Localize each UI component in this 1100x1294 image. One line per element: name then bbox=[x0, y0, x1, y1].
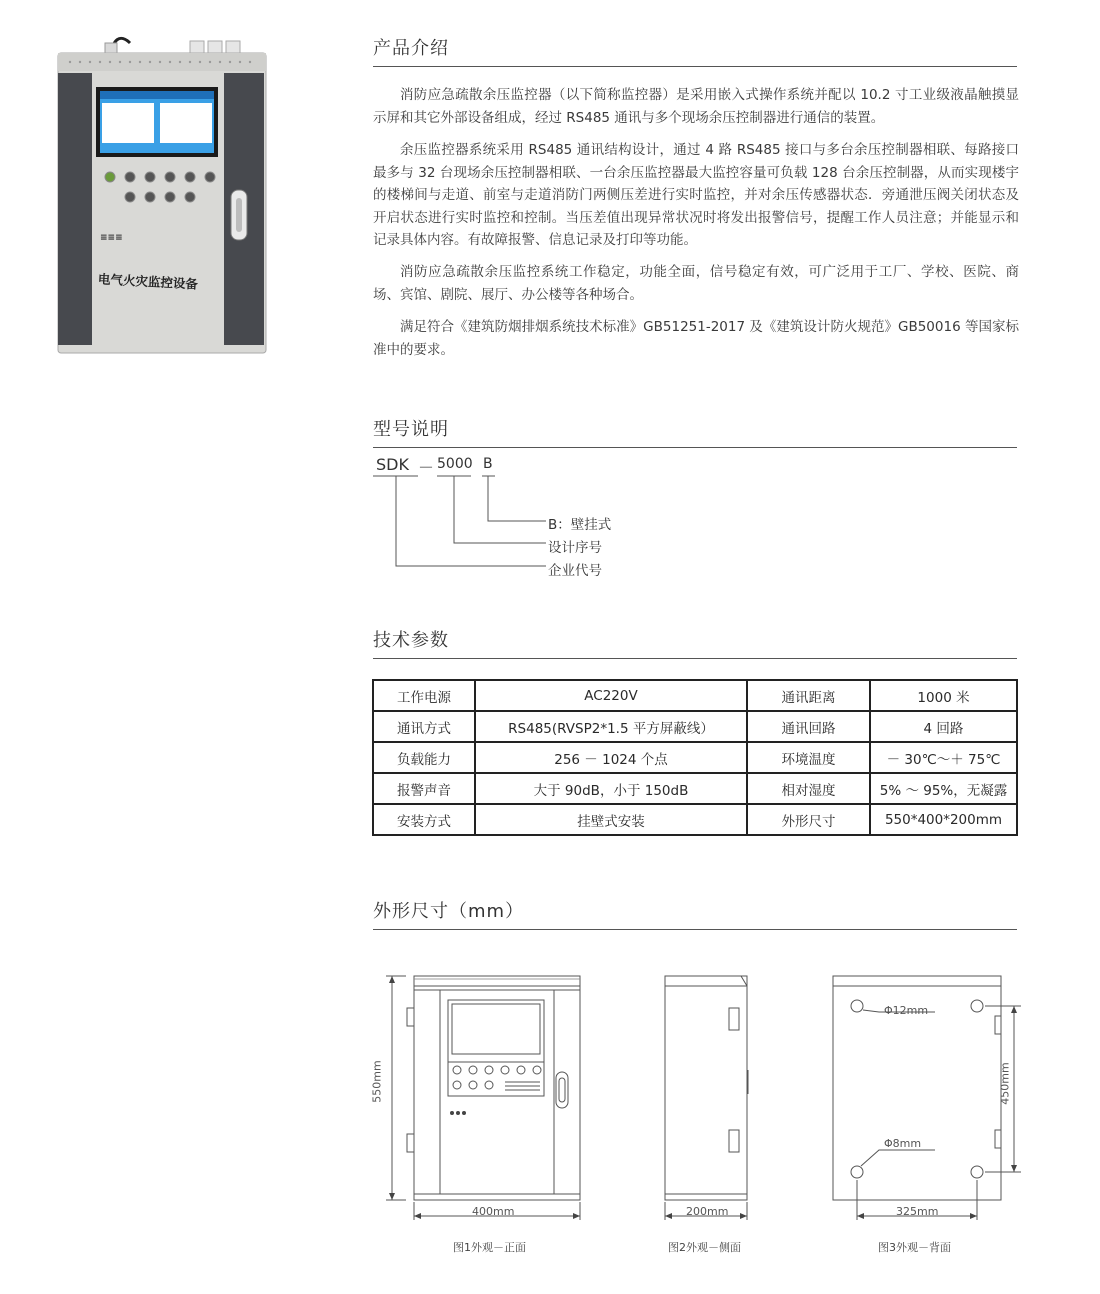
spec-key: 通讯回路 bbox=[747, 711, 870, 742]
intro-paragraph-3: 消防应急疏散余压监控系统工作稳定，功能全面，信号稳定有效，可广泛用于工厂、学校、医院、商场、宾馆、剧院、展厅、办公楼等各种场合。 bbox=[373, 264, 1019, 303]
model-code-number: 5000 bbox=[437, 456, 473, 472]
spec-value: 256 － 1024 个点 bbox=[475, 742, 747, 773]
caption-front: 图1外观－正面 bbox=[453, 1241, 526, 1254]
spec-table bbox=[372, 679, 1018, 836]
device-photo bbox=[50, 25, 270, 355]
intro-paragraph-1: 消防应急疏散余压监控器（以下简称监控器）是采用嵌入式操作系统并配以 10.2 寸工业级液晶触摸显示屏和其它外部设备组成，经过 RS485 通讯与多个现场余压控制器进行通信的装置。 bbox=[373, 87, 1019, 126]
spec-key: 安装方式 bbox=[373, 804, 475, 835]
spec-key: 报警声音 bbox=[373, 773, 475, 804]
front-height-label: 550mm bbox=[370, 1060, 384, 1103]
spec-key: 外形尺寸 bbox=[747, 804, 870, 835]
table-row bbox=[373, 680, 1017, 711]
front-width-label: 400mm bbox=[472, 1205, 515, 1218]
intro-paragraph-4: 满足符合《建筑防烟排烟系统技术标准》GB51251-2017 及《建筑设计防火规范》GB50016 等国家标准中的要求。 bbox=[373, 319, 1019, 358]
spec-value: － 30℃～＋ 75℃ bbox=[870, 742, 1017, 773]
spec-value: RS485(RVSP2*1.5 平方屏蔽线） bbox=[475, 711, 747, 742]
spec-key: 工作电源 bbox=[373, 680, 475, 711]
spec-value: 4 回路 bbox=[870, 711, 1017, 742]
model-label-type: B：壁挂式 bbox=[548, 517, 612, 533]
spec-key: 环境温度 bbox=[747, 742, 870, 773]
model-rule bbox=[373, 447, 1017, 448]
spec-value: 挂壁式安装 bbox=[475, 804, 747, 835]
front-view-drawing bbox=[370, 970, 590, 1225]
spec-value: 1000 米 bbox=[870, 680, 1017, 711]
spec-value: AC220V bbox=[475, 680, 747, 711]
dimensions-rule bbox=[373, 929, 1017, 930]
model-code-prefix: SDK bbox=[376, 455, 409, 474]
model-bracket-lines bbox=[370, 470, 570, 580]
side-width-label: 200mm bbox=[686, 1205, 729, 1218]
side-view-drawing bbox=[655, 970, 765, 1225]
model-title: 型号说明 bbox=[373, 419, 449, 440]
intro-title: 产品介绍 bbox=[373, 38, 449, 59]
intro-paragraph-2: 余压监控器系统采用 RS485 通讯结构设计，通过 4 路 RS485 接口与多台余压控制器相联、每路接口最多与 32 台现场余压控制器相联、一台余压监控器最大监控容量可负载 128 台余压控制器，从而实现楼宇的楼梯间与走道、前室与走道消防门两侧压差进行实时监控，并对余压传感器状态．旁通泄压阀关闭状态及开启状态进行实时监控和控制。当压差值出现异常状况时将发出报警信号，提醒工作人员注意；并能显示和记录具体内容。有故障报警、信息记录及打印等功能。 bbox=[373, 142, 1019, 248]
caption-side: 图2外观－侧面 bbox=[668, 1241, 741, 1254]
specs-rule bbox=[373, 658, 1017, 659]
spec-key: 相对湿度 bbox=[747, 773, 870, 804]
hole-large-label: Φ12mm bbox=[884, 1004, 929, 1017]
table-row bbox=[373, 711, 1017, 742]
spec-value: 大于 90dB，小于 150dB bbox=[475, 773, 747, 804]
dimensions-title: 外形尺寸（mm） bbox=[373, 901, 525, 922]
back-height-label: 450mm bbox=[998, 1062, 1012, 1105]
table-row bbox=[373, 773, 1017, 804]
hole-small-label: Φ8mm bbox=[884, 1137, 922, 1150]
model-label-company: 企业代号 bbox=[548, 563, 602, 579]
svg-text:≡≡≡: ≡≡≡ bbox=[100, 233, 123, 243]
model-code-dash: － bbox=[418, 458, 435, 477]
spec-key: 负载能力 bbox=[373, 742, 475, 773]
spec-key: 通讯方式 bbox=[373, 711, 475, 742]
spec-key: 通讯距离 bbox=[747, 680, 870, 711]
back-width-label: 325mm bbox=[896, 1205, 939, 1218]
caption-back: 图3外观－背面 bbox=[878, 1241, 951, 1254]
table-row bbox=[373, 742, 1017, 773]
spec-value: 5% ～ 95%，无凝露 bbox=[870, 773, 1017, 804]
intro-rule bbox=[373, 66, 1017, 67]
table-row bbox=[373, 804, 1017, 835]
device-panel-label: 电气火灾监控设备 bbox=[97, 271, 199, 292]
model-label-design: 设计序号 bbox=[548, 540, 602, 556]
specs-title: 技术参数 bbox=[373, 630, 449, 651]
model-code-suffix: B bbox=[483, 456, 493, 472]
spec-value: 550*400*200mm bbox=[870, 804, 1017, 835]
